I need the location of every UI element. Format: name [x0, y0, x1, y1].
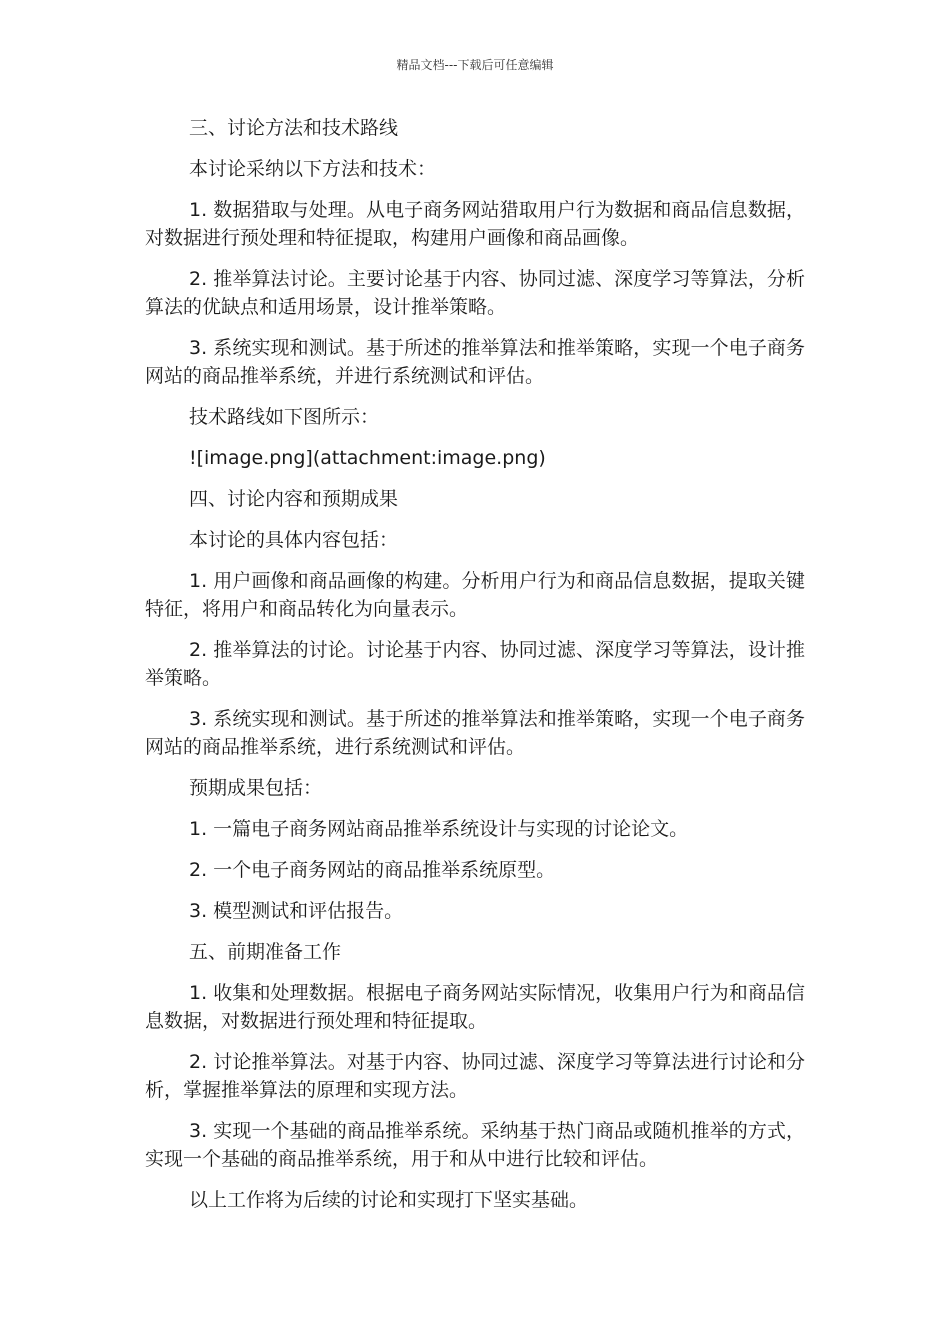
section-heading-content: 四、讨论内容和预期成果 [189, 488, 399, 510]
section-heading-preparation: 五、前期准备工作 [189, 941, 342, 963]
image-placeholder-text: ![image.png](attachment:image.png) [189, 447, 546, 469]
paragraph: 以上工作将为后续的讨论和实现打下坚实基础。 [189, 1189, 589, 1211]
page-header: 精品文档---下载后可任意编辑 [396, 58, 554, 72]
list-item: 1. 收集和处理数据。根据电子商务网站实际情况，收集用户行为和商品信息数据，对数据进行预处理和特征提取。 [145, 982, 805, 1032]
paragraph: 技术路线如下图所示： [189, 406, 380, 428]
list-item: 3. 模型测试和评估报告。 [189, 900, 404, 922]
list-item: 2. 推举算法讨论。主要讨论基于内容、协同过滤、深度学习等算法，分析算法的优缺点和适用场景，设计推举策略。 [145, 268, 805, 318]
list-item: 3. 实现一个基础的商品推举系统。采纳基于热门商品或随机推举的方式，实现一个基础的商品推举系统，用于和从中进行比较和评估。 [145, 1120, 805, 1170]
list-item: 1. 一篇电子商务网站商品推举系统设计与实现的讨论论文。 [189, 818, 689, 840]
document-body [145, 114, 805, 1227]
section-heading-methods: 三、讨论方法和技术路线 [189, 117, 399, 139]
list-item: 1. 用户画像和商品画像的构建。分析用户行为和商品信息数据，提取关键特征，将用户和商品转化为向量表示。 [145, 570, 805, 620]
list-item: 1. 数据猎取与处理。从电子商务网站猎取用户行为数据和商品信息数据，对数据进行预处理和特征提取，构建用户画像和商品画像。 [145, 199, 805, 249]
paragraph: 预期成果包括： [189, 777, 323, 799]
list-item: 2. 一个电子商务网站的商品推举系统原型。 [189, 859, 556, 881]
paragraph: 本讨论采纳以下方法和技术： [189, 158, 437, 180]
list-item: 3. 系统实现和测试。基于所述的推举算法和推举策略，实现一个电子商务网站的商品推举系统，并进行系统测试和评估。 [145, 337, 805, 387]
list-item: 2. 推举算法的讨论。讨论基于内容、协同过滤、深度学习等算法，设计推举策略。 [145, 639, 805, 689]
paragraph: 本讨论的具体内容包括： [189, 529, 399, 551]
list-item: 2. 讨论推举算法。对基于内容、协同过滤、深度学习等算法进行讨论和分析，掌握推举算法的原理和实现方法。 [145, 1051, 805, 1101]
list-item: 3. 系统实现和测试。基于所述的推举算法和推举策略，实现一个电子商务网站的商品推举系统，进行系统测试和评估。 [145, 708, 805, 758]
